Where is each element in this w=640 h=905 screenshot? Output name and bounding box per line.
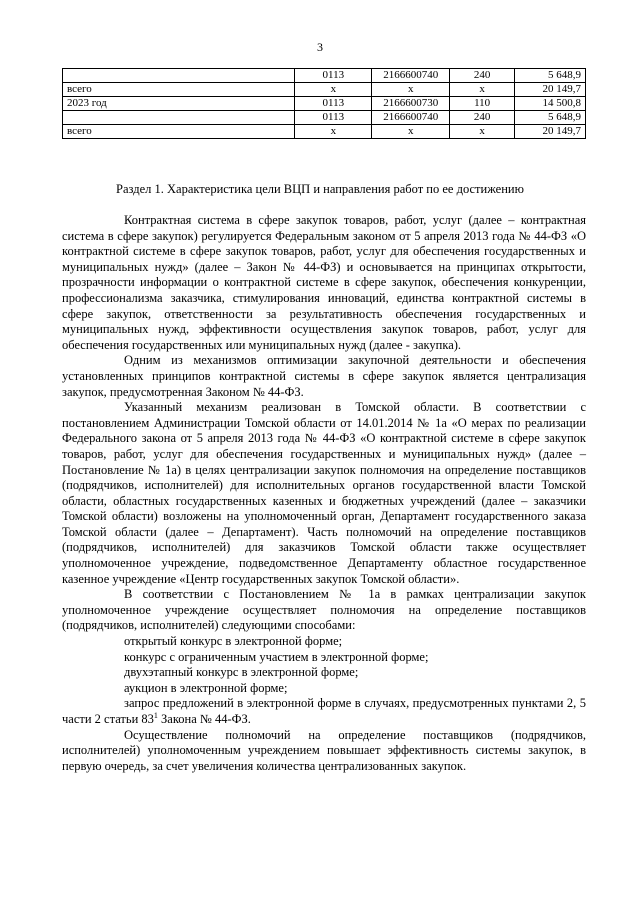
expense-type: 110 [450, 97, 515, 111]
paragraph: В соответствии с Постановлением № 1а в рамках централизации закупок уполномоченное учреждение осуществляет полномочия на определение поставщиков (подрядчиков, исполнителей) следующими способами: [62, 587, 586, 633]
list-item-text: запрос предложений в электронной форме в случаях, предусмотренных пунктами 2, 5 части 2 статьи 83 [62, 696, 586, 726]
row-label: 2023 год [63, 97, 295, 111]
target-code: 2166600740 [372, 69, 450, 83]
section-code: 0113 [295, 69, 372, 83]
row-label [63, 111, 295, 125]
amount: 14 500,8 [515, 97, 586, 111]
section-code: х [295, 125, 372, 139]
paragraph: Указанный механизм реализован в Томской области. В соответствии с постановлением Администрации Томской области от 14.01.2014 № 1а «О мерах по реализации Федерального закона от 5 апреля 2013 года № 44-ФЗ «О контрактной системе в сфере закупок товаров, работ, услуг для обеспечения государственных и муниципальных нужд» (далее – Постановление № 1а) в целях централизации закупок полномочия на определение поставщиков (подрядчиков, исполнителей) для исполнительных органов государственной власти Томской области, областных государственных казенных и бюджетных учреждений (далее – заказчики Томской области) возложены на уполномоченный орган, Департамент государственного заказа Томской области (далее – Департамент). Часть полномочий на определение поставщиков (подрядчиков, исполнителей) для заказчиков Томской области также осуществляет уполномоченное учреждение, подведомственное Департаменту областное государственное казенное учреждение «Центр государственных закупок Томской области». [62, 400, 586, 586]
table-row [63, 83, 586, 97]
budget-table [62, 68, 586, 139]
row-label [63, 69, 295, 83]
expense-type: х [450, 125, 515, 139]
list-item: аукцион в электронной форме; [124, 680, 288, 695]
amount: 20 149,7 [515, 83, 586, 97]
row-label: всего [63, 83, 295, 97]
expense-type: 240 [450, 111, 515, 125]
amount: 5 648,9 [515, 111, 586, 125]
list-item: открытый конкурс в электронной форме; [124, 634, 343, 649]
table-row [63, 111, 586, 125]
amount: 20 149,7 [515, 125, 586, 139]
superscript: 1 [153, 710, 158, 720]
table-row [63, 69, 586, 83]
row-label: всего [63, 125, 295, 139]
target-code: х [372, 125, 450, 139]
paragraph: Осуществление полномочий на определение поставщиков (подрядчиков, исполнителей) уполномоченным учреждением повышает эффективность системы закупок, в первую очередь, за счет увеличения количества централизованных закупок. [62, 727, 586, 773]
amount: 5 648,9 [515, 69, 586, 83]
list-item-text-end: Закона № 44-ФЗ. [157, 712, 251, 726]
section-title: Раздел 1. Характеристика цели ВЦП и направления работ по ее достижению [116, 182, 524, 196]
list-item [62, 696, 586, 727]
paragraph: Контрактная система в сфере закупок товаров, работ, услуг (далее – контрактная система в сфере закупок) регулируется Федеральным законом от 5 апреля 2013 года № 44-ФЗ «О контрактной системе в сфере закупок товаров, работ, услуг для обеспечения государственных и муниципальных нужд» (далее – Закон № 44-ФЗ) и основывается на принципах открытости, прозрачности информации о контрактной системе в сфере закупок, обеспечения конкуренции, профессионализма заказчика, стимулирования инноваций, единства контрактной системы в сфере закупок, ответственности за результативность обеспечения государственных и муниципальных нужд, эффективности осуществления закупок товаров, работ, услуг для обеспечения государственных или муниципальных нужд (далее - закупка). [62, 213, 586, 352]
list-item: двухэтапный конкурс в электронной форме; [124, 665, 359, 680]
expense-type: 240 [450, 69, 515, 83]
target-code: 2166600730 [372, 97, 450, 111]
page-number: 3 [317, 40, 323, 54]
section-code: х [295, 83, 372, 97]
section-code: 0113 [295, 111, 372, 125]
table-row [63, 97, 586, 111]
paragraph: Одним из механизмов оптимизации закупочной деятельности и обеспечения установленных принципов контрактной системы в сфере закупок является централизация закупок, предусмотренная Законом № 44-ФЗ. [62, 353, 586, 399]
table-row [63, 125, 586, 139]
target-code: 2166600740 [372, 111, 450, 125]
section-code: 0113 [295, 97, 372, 111]
body-text [62, 213, 586, 774]
target-code: х [372, 83, 450, 97]
list-item: конкурс с ограниченным участием в электронной форме; [124, 649, 429, 664]
expense-type: х [450, 83, 515, 97]
